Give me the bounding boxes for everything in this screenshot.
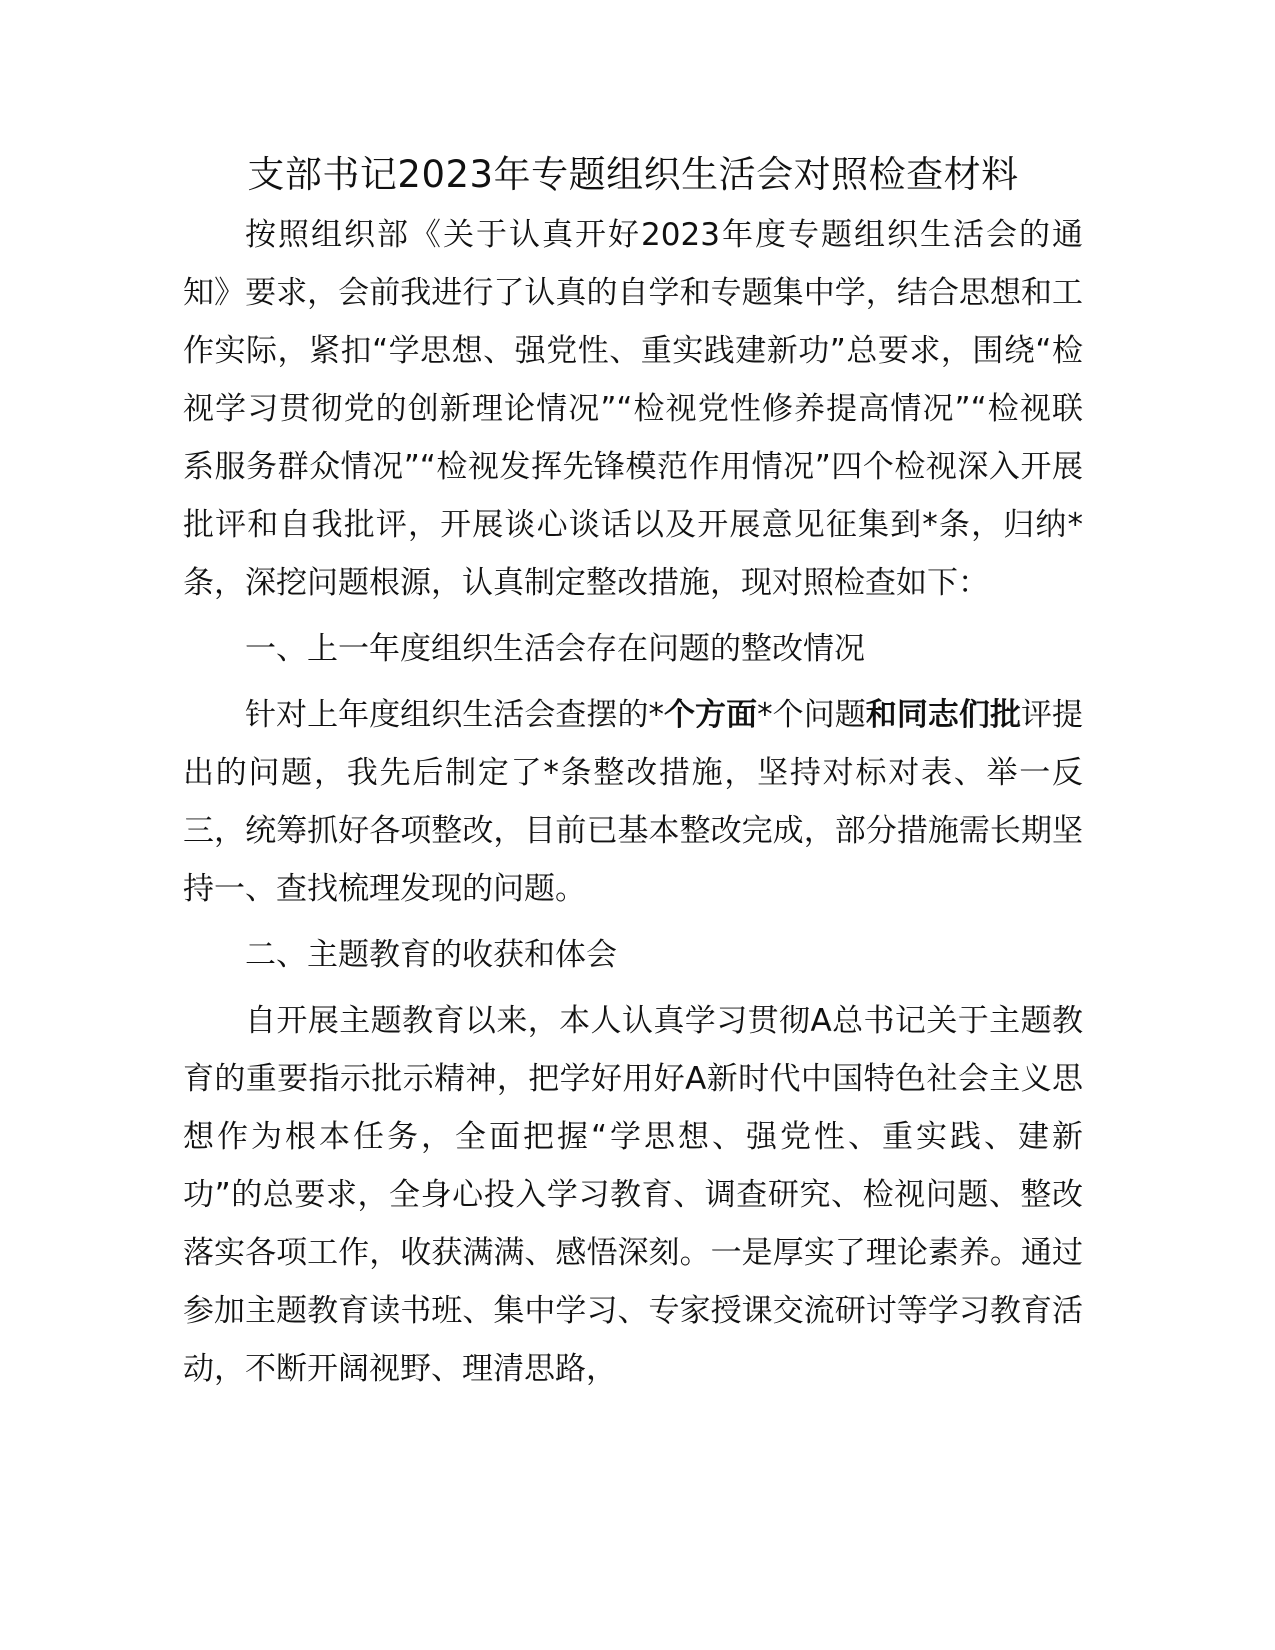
section-1-text-part-1: 针对上年度组织生活会查摆的* <box>245 697 664 733</box>
section-1-bold-text-1: 个方面 <box>663 697 758 733</box>
intro-paragraph: 按照组织部《关于认真开好2023年度专题组织生活会的通知》要求，会前我进行了认真的自学和专题集中学，结合思想和工作实际，紧扣“学思想、强党性、重实践建新功”总要求，围绕“检视学习贯彻党的创新理论情况”“检视党性修养提高情况”“检视联系服务群众情况”“检视发挥先锋模范作用情况”四个检视深入开展批评和自我批评，开展谈心谈话以及开展意见征集到*条，归纳*条，深挖问题根源，认真制定整改措施，现对照检查如下： <box>183 217 1083 601</box>
section-1-text-part-2: *个问题 <box>757 697 866 733</box>
document-title: 支部书记2023年专题组织生活会对照检查材料 <box>247 153 1019 196</box>
document-page <box>183 144 1083 1398</box>
section-1-paragraph <box>183 686 1083 918</box>
section-2-paragraph: 自开展主题教育以来，本人认真学习贯彻A总书记关于主题教育的重要指示批示精神，把学好用好A新时代中国特色社会主义思想作为根本任务，全面把握“学思想、强党性、重实践、建新功”的总要求，全身心投入学习教育、调查研究、检视问题、整改落实各项工作，收获满满、感悟深刻。一是厚实了理论素养。通过参加主题教育读书班、集中学习、专家授课交流研讨等学习教育活动，不断开阔视野、理清思路， <box>183 1003 1083 1387</box>
section-1-text-part-3: 评提出的问题，我先后制定了*条整改措施，坚持对标对表、举一反三，统筹抓好各项整改，目前已基本整改完成，部分措施需长期坚持一、查找梳理发现的问题。 <box>183 697 1084 907</box>
section-1-bold-text-2: 和同志们批 <box>865 697 1021 733</box>
section-1-heading: 一、上一年度组织生活会存在问题的整改情况 <box>245 631 865 667</box>
section-2-heading: 二、主题教育的收获和体会 <box>245 937 617 973</box>
